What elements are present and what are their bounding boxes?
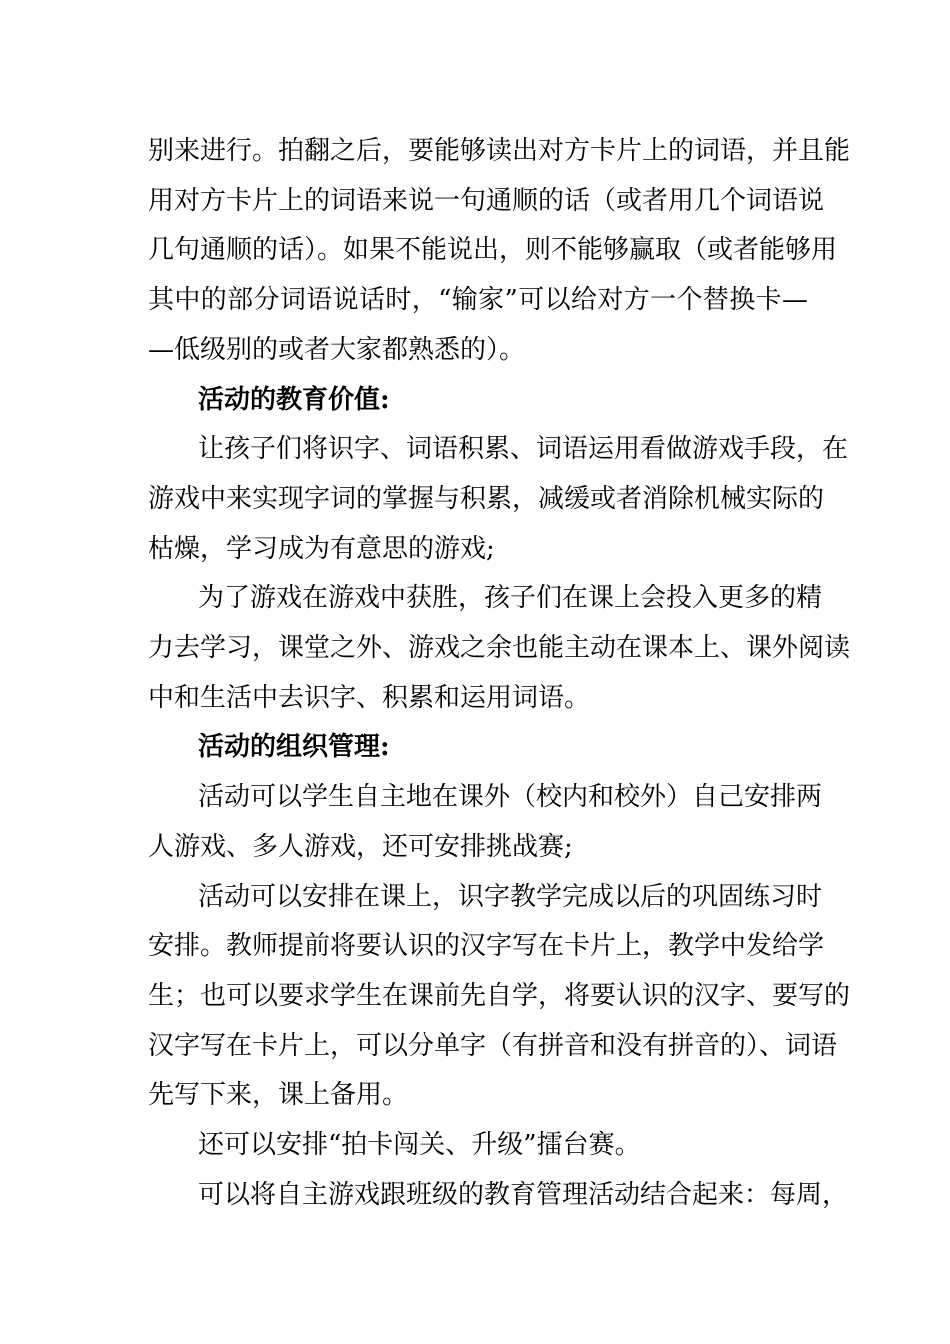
text-line-4: 其中的部分词语说话时，“输家”可以给对方一个替换卡— [148,285,808,315]
section-heading-educational-value: 活动的教育价值: [198,385,390,415]
text-line-2: 用对方卡片上的词语来说一句通顺的话（或者用几个词语说 [148,186,825,216]
text-line-11: 力去学习，课堂之外、游戏之余也能主动在课本上、课外阅读 [148,633,851,663]
section-heading-organization: 活动的组织管理: [198,732,390,762]
text-line-1: 别来进行。拍翻之后，要能够读出对方卡片上的词语，并且能 [148,136,851,166]
text-line-12: 中和生活中去识字、积累和运用词语。 [148,683,591,713]
text-line-16: 活动可以安排在课上，识字教学完成以后的巩固练习时 [198,882,823,912]
text-line-18: 生；也可以要求学生在课前先自学，将要认识的汉字、要写的 [148,981,851,1011]
text-line-15: 人游戏、多人游戏，还可安排挑战赛; [148,832,573,862]
text-line-14: 活动可以学生自主地在课外（校内和校外）自己安排两 [198,782,823,812]
text-line-20: 先写下来，课上备用。 [148,1080,409,1110]
text-line-10: 为了游戏在游戏中获胜，孩子们在课上会投入更多的精 [198,583,823,613]
text-line-7: 让孩子们将识字、词语积累、词语运用看做游戏手段，在 [198,434,849,464]
text-line-21: 还可以安排“拍卡闯关、升级”擂台赛。 [198,1130,641,1160]
text-line-9: 枯燥，学习成为有意思的游戏; [148,534,495,564]
text-line-3: 几句通顺的话）。如果不能说出，则不能够赢取（或者能够用 [148,235,838,265]
text-line-17: 安排。教师提前将要认识的汉字写在卡片上，教学中发给学 [148,931,825,961]
text-line-5: —低级别的或者大家都熟悉的）。 [148,335,526,365]
text-line-22: 可以将自主游戏跟班级的教育管理活动结合起来：每周， [198,1180,849,1210]
text-line-8: 游戏中来实现字词的掌握与积累，减缓或者消除机械实际的 [148,484,825,514]
text-line-19: 汉字写在卡片上，可以分单字（有拼音和没有拼音的）、词语 [148,1031,838,1061]
